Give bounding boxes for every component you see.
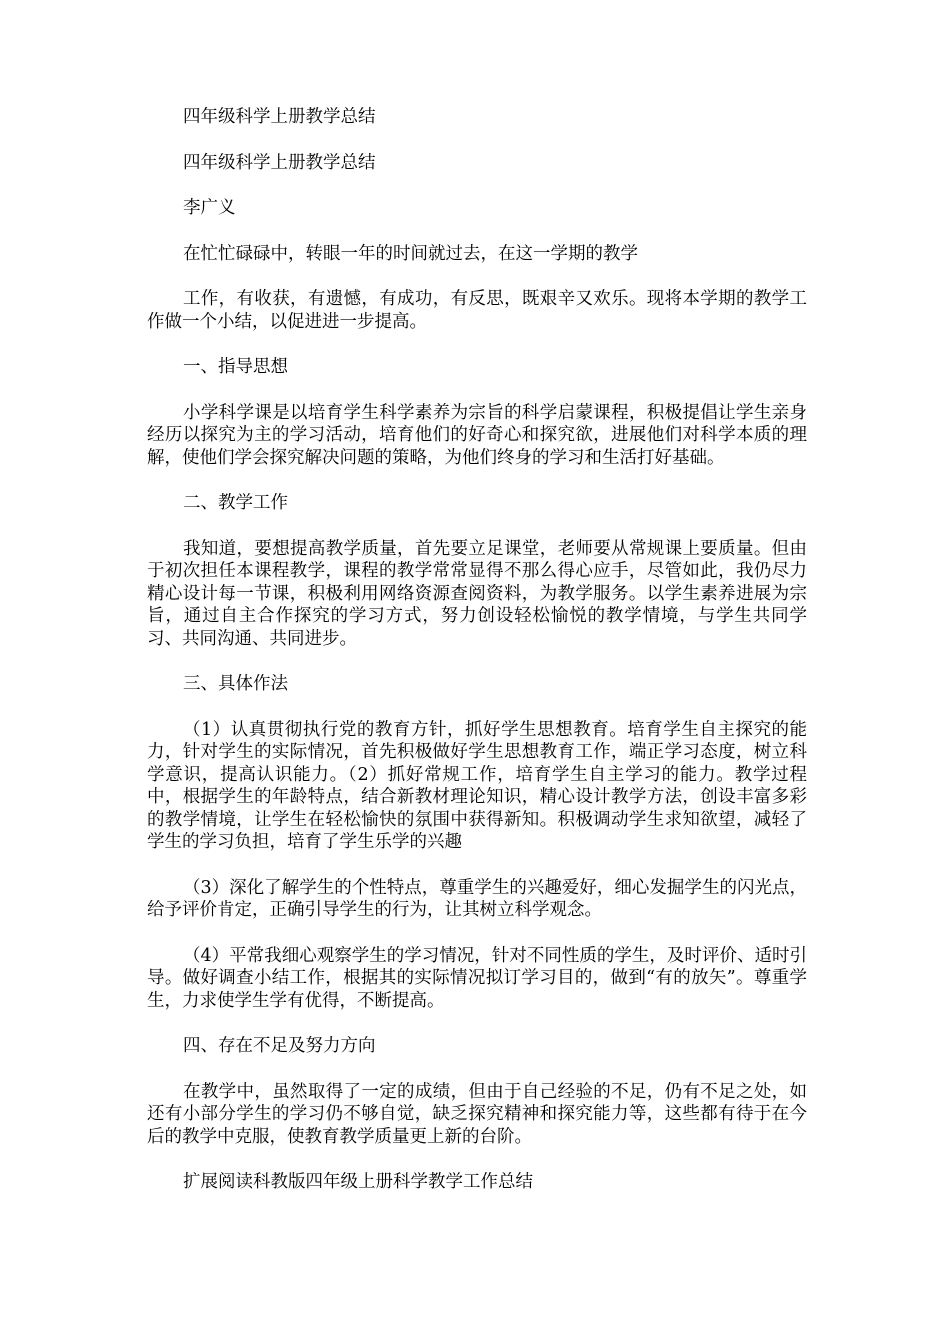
section-body-guiding-ideas: 小学科学课是以培育学生科学素养为宗旨的科学启蒙课程，积极提倡让学生亲身经历以探究为主的学习活动，培育他们的好奇心和探究欲，进展他们对科学本质的理解，使他们学会探究解决问题的策略，为他们终身的学习和生活打好基础。 (147, 402, 807, 468)
author-name: 李广义 (183, 198, 236, 218)
document-title: 四年级科学上册教学总结 (183, 107, 376, 127)
extended-reading-link: 扩展阅读科教版四年级上册科学教学工作总结 (183, 1172, 533, 1192)
section-heading-guiding-ideas: 一、指导思想 (183, 357, 288, 377)
methods-item-3: （3）深化了解学生的个性特点，尊重学生的兴趣爱好，细心发掘学生的闪光点，给予评价肯定，正确引导学生的行为，让其树立科学观念。 (147, 877, 807, 920)
section-body-teaching-work: 我知道，要想提高教学质量，首先要立足课堂，老师要从常规课上要质量。但由于初次担任本课程教学，课程的教学常常显得不那么得心应手，尽管如此，我仍尽力精心设计每一节课，积极利用网络资源查阅资料，为教学服务。以学生素养进展为宗旨，通过自主合作探究的学习方式，努力创设轻松愉悦的教学情境，与学生共同学习、共同沟通、共同进步。 (147, 538, 807, 649)
methods-item-1-2: （1）认真贯彻执行党的教育方针，抓好学生思想教育。培育学生自主探究的能力，针对学生的实际情况，首先积极做好学生思想教育工作，端正学习态度，树立科学意识，提高认识能力。（2）抓好常规工作，培育学生自主学习的能力。教学过程中，根据学生的年龄特点，结合新教材理论知识，精心设计教学方法，创设丰富多彩的教学情境，让学生在轻松愉快的氛围中获得新知。积极调动学生求知欲望，减轻了学生的学习负担，培育了学生乐学的兴趣 (147, 719, 807, 852)
section-heading-shortcomings: 四、存在不足及努力方向 (183, 1036, 376, 1056)
section-body-shortcomings: 在教学中，虽然取得了一定的成绩，但由于自己经验的不足，仍有不足之处，如还有小部分学生的学习仍不够自觉，缺乏探究精神和探究能力等，这些都有待于在今后的教学中克服，使教育教学质量更上新的台阶。 (147, 1081, 807, 1147)
intro-line-1: 在忙忙碌碌中，转眼一年的时间就过去，在这一学期的教学 (183, 243, 638, 264)
document-subtitle: 四年级科学上册教学总结 (183, 152, 376, 173)
section-heading-teaching-work: 二、教学工作 (183, 493, 288, 513)
document-page (147, 106, 807, 1217)
methods-item-4: （4）平常我细心观察学生的学习情况，针对不同性质的学生，及时评价、适时引导。做好调查小结工作，根据其的实际情况拟订学习目的，做到“有的放矢”。尊重学生，力求使学生学有优得，不断提高。 (147, 945, 807, 1011)
section-heading-methods: 三、具体作法 (183, 674, 288, 694)
intro-paragraph: 工作，有收获，有遗憾，有成功，有反思，既艰辛又欢乐。现将本学期的教学工作做一个小结，以促进进一步提高。 (147, 289, 807, 332)
